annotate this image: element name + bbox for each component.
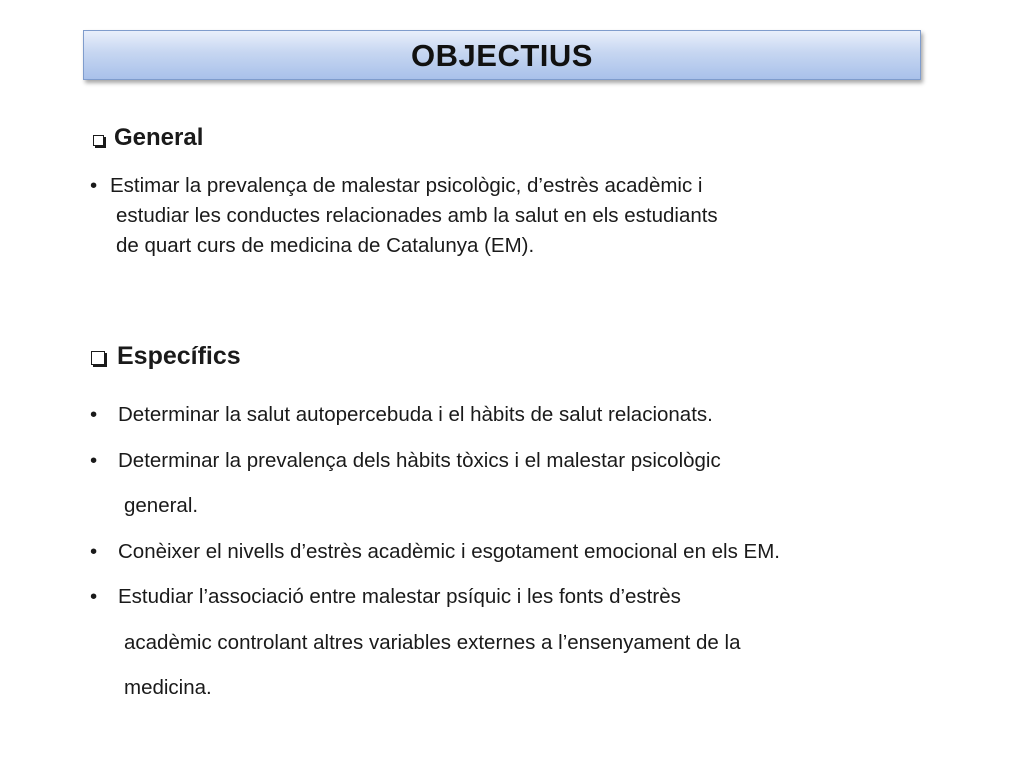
- especifics-heading-label: Específics: [117, 342, 241, 370]
- list-item: [90, 529, 990, 575]
- checkbox-icon: [91, 351, 105, 365]
- bullet-icon: •: [90, 585, 98, 608]
- general-heading: [93, 124, 203, 152]
- list-item-text: Estudiar l’associació entre malestar psíquic i les fonts d’estrès: [118, 585, 681, 608]
- list-item: [90, 574, 990, 711]
- general-objective-line: estudiar les conductes relacionades amb la salut en els estudiants: [116, 204, 718, 227]
- list-item: [90, 438, 990, 529]
- list-item-line: medicina.: [124, 676, 212, 699]
- general-objective-line: de quart curs de medicina de Catalunya (EM).: [116, 234, 535, 257]
- bullet-icon: •: [90, 403, 98, 426]
- slide-title: OBJECTIUS: [411, 38, 593, 73]
- list-item-line: general.: [124, 494, 199, 517]
- list-item-line: [90, 529, 990, 575]
- general-objective-text: Estimar la prevalença de malestar psicològic, d’estrès acadèmic i: [110, 174, 703, 197]
- list-item-text: Conèixer el nivells d’estrès acadèmic i esgotament emocional en els EM.: [118, 539, 781, 563]
- bullet-icon: •: [90, 448, 98, 472]
- list-item-line: [90, 574, 990, 620]
- bullet-icon: •: [90, 539, 98, 563]
- bullet-icon: •: [90, 174, 98, 197]
- list-item: [90, 392, 990, 438]
- list-item-line: acadèmic controlant altres variables externes a l’ensenyament de la: [124, 630, 741, 654]
- list-item-text: Determinar la prevalença dels hàbits tòxics i el malestar psicològic: [118, 448, 721, 472]
- especifics-list: [90, 392, 990, 711]
- general-objective: [90, 171, 970, 261]
- list-item-line: [90, 438, 990, 484]
- general-objective-line: [90, 171, 970, 201]
- general-heading-label: General: [114, 124, 204, 151]
- list-item-text: Determinar la salut autopercebuda i el hàbits de salut relacionats.: [118, 403, 713, 426]
- especifics-heading: [91, 342, 241, 371]
- list-item-line: [90, 392, 990, 438]
- checkbox-icon: [93, 135, 104, 146]
- title-banner: [83, 30, 921, 80]
